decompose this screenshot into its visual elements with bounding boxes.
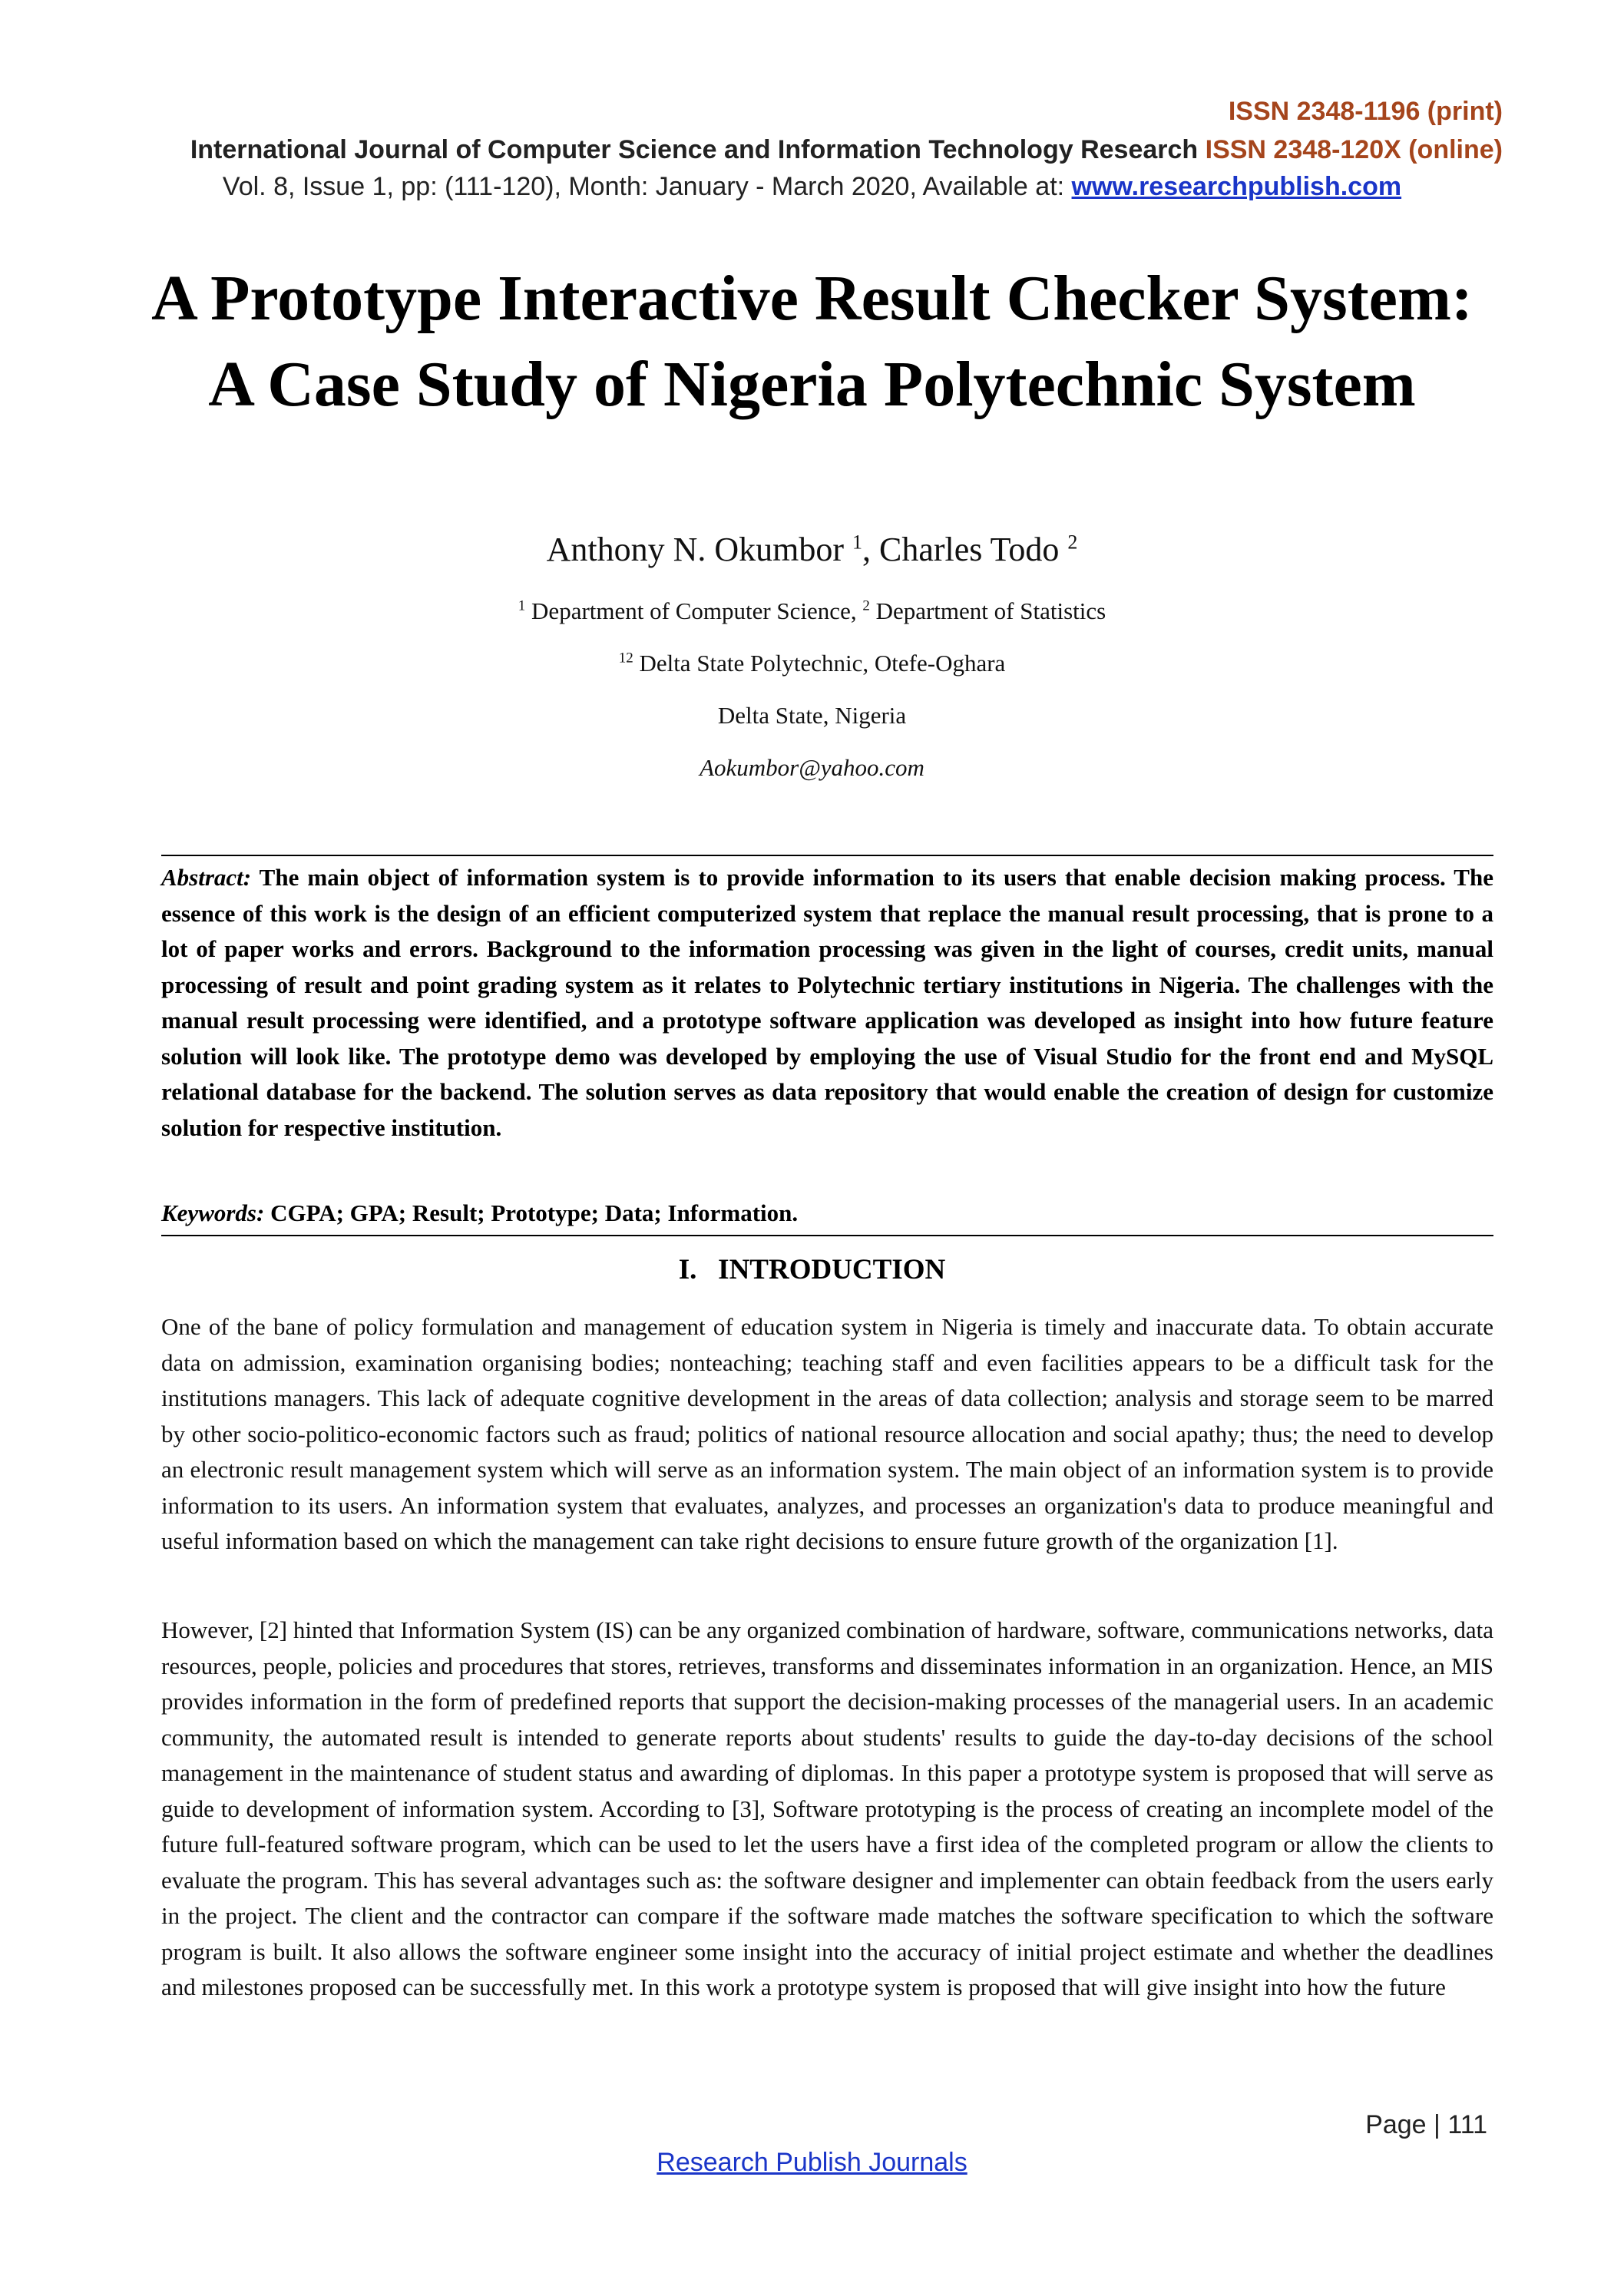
volume-info: Vol. 8, Issue 1, pp: (111-120), Month: January - March 2020, Available at: [222,172,1072,201]
publisher-link[interactable]: Research Publish Journals [657,2148,967,2177]
journal-header-line [190,135,1503,165]
keywords-text: CGPA; GPA; Result; Prototype; Data; Information. [270,1199,799,1226]
body-paragraph: One of the bane of policy formulation and management of education system in Nigeria is timely and inaccurate data. To obtain accurate data on admission, examination organising bodies; nonteaching; teaching staff and even facilities appears to be a difficult task for the institutions managers. This lack of adequate cognitive development in the areas of data collection; analysis and storage seem to be marred by other socio-politico-economic factors such as fraud; politics of national resource allocation and social apathy; thus; the need to develop an electronic result management system which will serve as an information system. The main object of an information system is to provide information to its users. An information system that evaluates, analyzes, and processes an organization's data to produce meaningful and useful information based on which the management can take right decisions to ensure future growth of the organization [1]. [161,1313,1493,1554]
volume-info-line [0,172,1624,202]
website-link[interactable]: www.researchpublish.com [1071,172,1402,201]
author-affiliation-mark: 1 [852,531,862,554]
keywords [161,1198,1493,1229]
keywords-label: Keywords: [161,1199,265,1226]
journal-name: International Journal of Computer Science and Information Technology Research [190,135,1199,164]
author-name: Anthony N. Okumbor [546,531,844,568]
author-name: Charles Todo [879,531,1060,568]
issn-print: ISSN 2348-1196 (print) [1228,97,1503,126]
body-paragraph: However, [2] hinted that Information System (IS) can be any organized combination of hardware, software, communications networks, data resources, people, policies and procedures that stores, retrieves, transforms and disseminates information in an organization. Hence, an MIS provides information in the form of predefined reports that support the decision-making processes of the managerial users. In an academic community, the automated result is intended to generate reports about students' results to guide the day-to-day decisions of the school management in the maintenance of student status and awarding of diplomas. In this paper a prototype system is proposed that will serve as guide to development of information system. According to [3], Software prototyping is the process of creating an incomplete model of the future full-featured software program, which can be used to let the users have a first idea of the completed program or allow the clients to evaluate the program. This has several advantages such as: the software designer and implementer can obtain feedback from the users early in the project. The client and the contractor can compare if the software made matches the software specification to which the software program is built. It also allows the software engineer some insight into the accuracy of initial project estimate and whether the deadlines and milestones proposed can be successfully met. In this work a prototype system is proposed that will give insight into how the future [161,1616,1493,2000]
abstract-text: The main object of information system is to provide information to its users that enable decision making process. The essence of this work is the design of an efficient computerized system that replace the manual result processing, that is prone to a lot of paper works and errors. Background to the information processing was given in the light of courses, credit units, manual processing of result and point grading system as it relates to Polytechnic tertiary institutions in Nigeria. The challenges with the manual result processing were identified, and a prototype software application was developed as insight into how future feature solution will look like. The prototype demo was developed by employing the use of Visual Studio for the front end and MySQL relational database for the backend. The solution serves as data repository that would enable the creation of design for customize solution for respective institution. [161,864,1493,1141]
affiliation-institution [0,650,1624,677]
department-2: Department of Statistics [875,597,1106,624]
paper-title: A Prototype Interactive Result Checker System: A Case Study of Nigeria Polytechnic System [151,263,1473,420]
author-email: Aokumbor@yahoo.com [700,754,924,781]
footer [0,2148,1624,2178]
department-1: Department of Computer Science, [531,597,857,624]
affiliation-mark: 1 [518,597,526,614]
abstract-top-rule [161,855,1493,856]
abstract [161,860,1493,1146]
affiliation-departments [0,597,1624,625]
issn-online: ISSN 2348-120X (online) [1205,135,1503,164]
abstract-bottom-rule [161,1235,1493,1236]
affiliation-location: Delta State, Nigeria [717,702,907,729]
section-heading-introduction: I. INTRODUCTION [678,1254,946,1285]
affiliation-mark: 12 [618,650,633,667]
page-number: Page | 111 [1365,2110,1487,2139]
affiliation-mark: 2 [862,597,870,614]
author-separator: , [862,531,879,568]
abstract-label: Abstract: [161,864,252,891]
author-affiliation-mark: 2 [1067,531,1078,554]
author-list [0,530,1624,569]
institution-name: Delta State Polytechnic, Otefe-Oghara [639,650,1006,677]
